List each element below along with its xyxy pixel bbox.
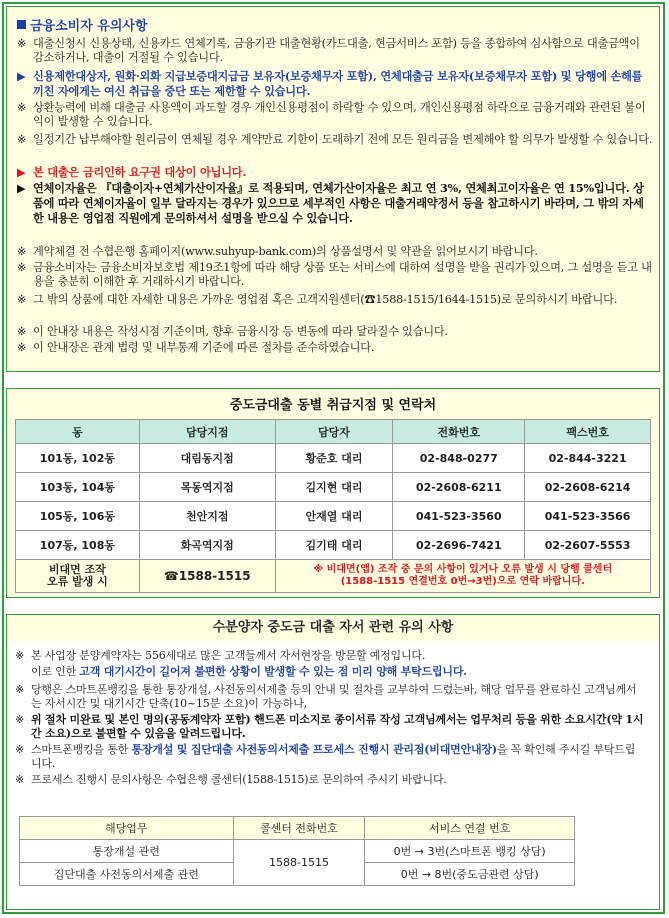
list-item — [17, 37, 653, 65]
list-item — [15, 649, 645, 663]
list-item — [15, 773, 645, 787]
col-branch: 담당지점 — [139, 420, 275, 444]
list-item — [15, 743, 645, 771]
bullet-marker: ※ — [17, 325, 27, 338]
list-item-text: 일정기간 납부해야할 원리금이 연체될 경우 계약만료 기한이 도래하기 전에 모든 원리금을 변제해야 할 의무가 발생할 수 있습니다. — [33, 133, 653, 146]
bullet-marker: ※ — [17, 341, 27, 354]
list-item-text: 프로세스 진행시 문의사항은 수협은행 콜센터(1588-1515)로 문의하여 주시기 바랍니다. — [31, 773, 447, 786]
list-item-text: 이 안내장 내용은 작성시점 기준이며, 향후 금융시장 등 변동에 따라 달라질수 있습니다. — [33, 325, 448, 338]
list-item-text: 대출신청시 신용상태, 신용카드 연체기록, 금융기관 대출현황(카드대출, 현금서비스 포함) 등을 종합하여 심사함으로 대출금액이 감소하거나, 대출이 거절될 수 있습니다. — [33, 37, 640, 64]
col-task: 해당업무 — [20, 817, 234, 840]
bullet-marker: ※ — [15, 683, 25, 696]
bullet-marker: ※ — [17, 37, 27, 50]
error-note: ※ 비대면(앱) 조작 중 문의 사항이 있거나 오류 발생 시 당행 콜센터 (1588-1515 연결번호 0번→3번)으로 연락 바랍니다. — [275, 560, 650, 593]
branch-contact-box — [6, 388, 660, 598]
list-item — [17, 261, 653, 289]
table-row: 103동, 104동 목동역지점 김지현 대리 02-2608-6211 02-2608-6214 — [16, 473, 651, 502]
list-item-text: 연체이자율은 『대출이자+연체가산이자율』로 적용되며, 연체가산이자율은 최고 연 3%, 연체최고이자율은 연 15%입니다. 상품에 따라 연체이자율이 일부 달라지는 경우가 있으므로 세부적인 사항은 대출거래약정서 등을 참고하시기 바라며, 그 밖의 자세한 내용은 영업점 직원에게 문의하셔서 설명을 받으실 수 있습니다. — [33, 181, 644, 225]
list-item — [17, 165, 653, 180]
col-phone: 전화번호 — [393, 420, 525, 444]
bullet-marker: ※ — [17, 245, 27, 258]
list-item — [17, 341, 653, 355]
list-item — [17, 133, 653, 147]
callcenter-number: 1588-1515 — [233, 840, 365, 886]
table-row: 107동, 108동 화곡역지점 김기태 대리 02-2696-7421 02-2607-5553 — [16, 531, 651, 560]
bullet-marker: ▶ — [17, 69, 26, 83]
square-bullet-icon — [17, 20, 26, 29]
table-row: 통장개설 관련 1588-1515 0번 → 3번(스마트폰 뱅킹 상담) — [20, 840, 575, 863]
error-phone: ☎1588-1515 — [139, 560, 275, 593]
branch-table — [15, 419, 651, 593]
bullet-marker: ※ — [17, 101, 27, 114]
list-item-text: 계약체결 전 수협은행 홈페이지(www.suhyup-bank.com)의 상품설명서 및 약관을 읽어보시기 바랍니다. — [33, 245, 538, 258]
list-item-text: 위 절차 미완료 및 본인 명의(공동계약자 포함) 핸드폰 미소지로 종이서류 작성 고객님께서는 업무처리 등을 위한 소요시간(약 1시간 소요)으로 불편할 수 있음을 알려드립니다. — [31, 713, 644, 740]
bullet-marker: ※ — [17, 293, 27, 306]
list-item-text: 금융소비자는 금융소비자보호법 제19조1항에 따라 해당 상품 또는 서비스에 대하여 설명을 받을 권리가 있으며, 그 설명을 듣고 내용을 충분히 이해한 후 거래하시기 바랍니다. — [33, 261, 652, 288]
list-item — [17, 245, 653, 259]
list-item-text: 이로 인한 고객 대기시간이 길어져 불편한 상황이 발생할 수 있는 점 미리 양해 부탁드립니다. — [31, 665, 467, 678]
list-item-text: 그 밖의 상품에 대한 자세한 내용은 가까운 영업점 혹은 고객지원센터(☎1588-1515/1644-1515)로 문의하시기 바랍니다. — [33, 293, 618, 306]
bullet-marker: ※ — [15, 743, 25, 756]
bullet-marker: ▶ — [17, 181, 26, 195]
list-item — [17, 325, 653, 339]
list-item-text: 신용제한대상자, 원화·외화 지급보증대지급금 보유자(보증채무자 포함), 연체대출금 보유자(보증채무자 포함) 및 당행에 손해를 끼친 자에게는 여신 취급을 중단 또는 제한할 수 있습니다. — [33, 69, 643, 98]
list-item-text: 본 대출은 금리인하 요구권 대상이 아닙니다. — [33, 165, 247, 179]
col-callcenter: 콜센터 전화번호 — [233, 817, 365, 840]
table-row: 집단대출 사전동의서제출 관련 0번 → 8번(중도금관련 상담) — [20, 863, 575, 886]
bullet-marker: ※ — [15, 773, 25, 786]
consumer-notice-box — [6, 6, 660, 372]
branch-table-title: 중도금대출 동별 취급지점 및 연락처 — [229, 398, 437, 413]
list-item — [15, 665, 645, 679]
list-item — [17, 293, 653, 307]
list-item — [17, 181, 653, 226]
list-item-text: 상환능력에 비해 대출금 사용액이 과도할 경우 개인신용평점이 하락할 수 있으며, 개인신용평점 하락으로 금융거래와 관련된 불이익이 발생할 수 있습니다. — [33, 101, 646, 128]
caution-box — [6, 614, 660, 910]
caution-title: 수분양자 중도금 대출 자서 관련 유의 사항 — [7, 615, 659, 641]
col-fax: 팩스번호 — [525, 420, 651, 444]
bullet-marker: ※ — [17, 261, 27, 274]
list-item-text: 스마트폰뱅킹을 통한 통장개설 및 집단대출 사전동의서제출 프로세스 진행시 관리점(비대면안내장)을 꼭 확인해 주시길 부탁드립니다. — [31, 743, 636, 770]
callcenter-table — [19, 816, 575, 886]
col-manager: 담당자 — [275, 420, 393, 444]
list-item-text: 당행은 스마트폰뱅킹을 통한 통장개설, 사전동의서제출 등의 안내 및 절차를 교부하여 드렸는바, 해당 업무를 완료하신 고객님께서는 자서시간 및 대기시간 단축(10~15분 소요)이 가능하나, — [31, 683, 637, 710]
list-item-text: 이 안내장은 관계 법령 및 내부통제 기준에 따른 절차를 준수하였습니다. — [33, 341, 375, 354]
col-service: 서비스 연결 번호 — [365, 817, 575, 840]
bullet-marker: ※ — [17, 133, 27, 146]
bullet-marker: ▶ — [17, 165, 26, 179]
notice-title: 금융소비자 유의사항 — [17, 15, 148, 34]
error-contact-row — [16, 560, 651, 593]
bullet-marker: ※ — [15, 713, 25, 726]
list-item-text: 본 사업장 분양계약자는 556세대로 많은 고객들께서 자서현장을 방문할 예정입니다. — [31, 649, 426, 662]
list-item — [17, 101, 653, 129]
list-item — [17, 69, 653, 99]
table-row: 101동, 102동 대림동지점 황준호 대리 02-848-0277 02-844-3221 — [16, 444, 651, 473]
list-item — [15, 713, 645, 741]
col-dong: 동 — [16, 420, 140, 444]
error-label: 비대면 조작 오류 발생 시 — [16, 560, 140, 593]
list-item — [15, 683, 645, 711]
bullet-marker: ※ — [15, 649, 25, 662]
table-row: 105동, 106동 천안지점 안재열 대리 041-523-3560 041-523-3566 — [16, 502, 651, 531]
